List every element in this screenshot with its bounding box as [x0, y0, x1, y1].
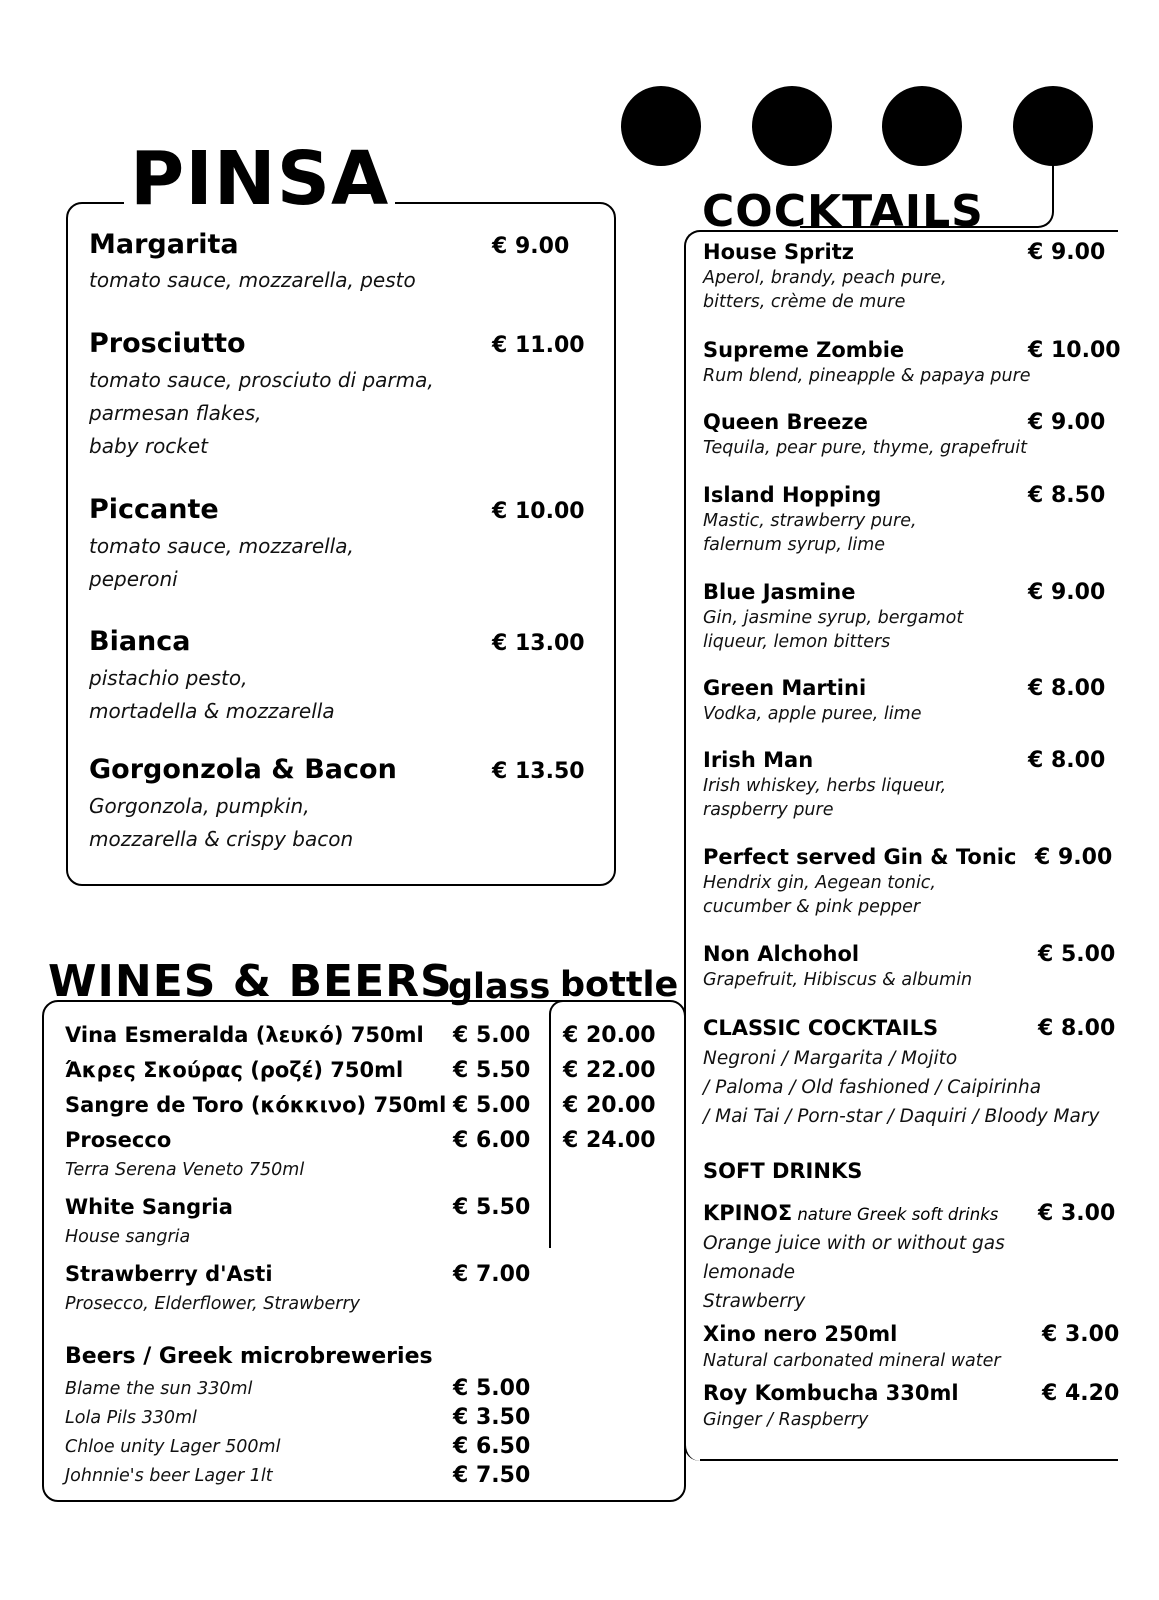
cocktail-item-price: € 9.00	[1028, 580, 1106, 605]
cocktail-item-name: Queen Breeze	[703, 410, 868, 434]
pinsa-item-desc: pistachio pesto,	[89, 666, 248, 690]
wine-item-name: Άκρες Σκούρας (ροζέ) 750ml	[65, 1058, 404, 1082]
pinsa-item-desc: mortadella & mozzarella	[89, 699, 335, 723]
decorative-dot-4	[1013, 86, 1093, 166]
pinsa-item-price: € 13.50	[492, 759, 585, 784]
wine-item-name: Vina Esmeralda (λευκό) 750ml	[65, 1023, 424, 1047]
cocktail-item-name: Irish Man	[703, 748, 814, 772]
pinsa-item-price: € 9.00	[492, 234, 570, 259]
wine-item-name: Sangre de Toro (κόκκινο) 750ml	[65, 1093, 447, 1117]
cocktail-item-desc: Vodka, apple puree, lime	[703, 704, 922, 724]
cocktail-item-name: Supreme Zombie	[703, 338, 905, 362]
soft-drink-price: € 3.00	[1042, 1322, 1120, 1347]
wine-glass-price: € 5.50	[453, 1058, 531, 1083]
cocktail-item-price: € 8.50	[1028, 483, 1106, 508]
classic-cocktails-heading: CLASSIC COCKTAILS	[703, 1016, 939, 1040]
soft-drink-desc: Ginger / Raspberry	[703, 1410, 869, 1430]
cocktail-item-name: Green Martini	[703, 676, 867, 700]
wine-bottle-price: € 22.00	[563, 1058, 656, 1083]
wine-bottle-price: € 20.00	[563, 1023, 656, 1048]
beer-item-price: € 6.50	[453, 1434, 531, 1459]
soft-drink-name: Roy Kombucha 330ml	[703, 1381, 959, 1405]
cocktail-item-name: House Spritz	[703, 240, 854, 264]
pinsa-item-desc: mozzarella & crispy bacon	[89, 827, 354, 851]
decorative-dot-1	[621, 86, 701, 166]
pinsa-item-price: € 10.00	[492, 499, 585, 524]
wine-glass-price: € 6.00	[453, 1128, 531, 1153]
cocktail-item-desc: Grapefruit, Hibiscus & albumin	[703, 970, 973, 990]
wine-glass-price: € 5.50	[453, 1195, 531, 1220]
cocktail-item-desc: Mastic, strawberry pure,	[703, 511, 917, 531]
classic-cocktails-desc: / Mai Tai / Porn-star / Daquiri / Bloody Mary	[703, 1106, 1100, 1127]
wine-item-desc: Prosecco, Elderflower, Strawberry	[65, 1294, 361, 1314]
cocktail-item-price: € 8.00	[1028, 676, 1106, 701]
cocktails-title: COCKTAILS	[702, 186, 984, 237]
krinos-tagline: nature Greek soft drinks	[797, 1205, 999, 1224]
beers-heading: Beers / Greek microbreweries	[65, 1344, 433, 1369]
cocktail-item-desc: Irish whiskey, herbs liqueur,	[703, 776, 947, 796]
pinsa-item-price: € 13.00	[492, 631, 585, 656]
cocktail-item-price: € 8.00	[1028, 748, 1106, 773]
pinsa-item-name: Margarita	[89, 229, 239, 260]
wine-item-name: Prosecco	[65, 1128, 172, 1152]
cocktail-item-desc: Aperol, brandy, peach pure,	[703, 268, 947, 288]
pinsa-item-desc: peperoni	[89, 567, 178, 591]
wine-item-desc: House sangria	[65, 1227, 191, 1247]
krinos-name: ΚΡΙΝΟΣ	[703, 1201, 793, 1225]
wines-title: WINES & BEERS	[48, 956, 453, 1007]
beer-item-name: Lola Pils 330ml	[65, 1408, 197, 1428]
wine-glass-price: € 7.00	[453, 1262, 531, 1287]
pinsa-item-desc: parmesan flakes,	[89, 401, 262, 425]
cocktail-item-name: Non Alchohol	[703, 942, 860, 966]
pinsa-title: PINSA	[124, 142, 395, 216]
krinos-row	[703, 1201, 998, 1225]
soft-drinks-heading: SOFT DRINKS	[703, 1159, 863, 1183]
cocktail-item-desc: bitters, crème de mure	[703, 292, 906, 312]
pinsa-item-desc: baby rocket	[89, 434, 209, 458]
glass-column-header: glass	[448, 967, 551, 1007]
pinsa-item-name: Gorgonzola & Bacon	[89, 754, 397, 785]
cocktail-item-name: Perfect served Gin & Tonic	[703, 845, 1017, 869]
classic-cocktails-price: € 8.00	[1038, 1016, 1116, 1041]
soft-drink-name: Xino nero 250ml	[703, 1322, 898, 1346]
beer-item-name: Chloe unity Lager 500ml	[65, 1437, 281, 1457]
cocktail-item-price: € 10.00	[1028, 338, 1121, 363]
cocktail-item-desc: falernum syrup, lime	[703, 535, 886, 555]
cocktail-item-desc: cucumber & pink pepper	[703, 897, 921, 917]
beer-item-price: € 3.50	[453, 1405, 531, 1430]
cocktail-item-desc: Rum blend, pineapple & papaya pure	[703, 366, 1031, 386]
pinsa-item-name: Bianca	[89, 626, 191, 657]
beer-item-price: € 7.50	[453, 1463, 531, 1488]
cocktails-bottom-line	[700, 1459, 1118, 1461]
krinos-desc: Strawberry	[703, 1291, 806, 1312]
cocktail-item-price: € 9.00	[1028, 240, 1106, 265]
cocktail-item-name: Blue Jasmine	[703, 580, 856, 604]
cocktail-item-name: Island Hopping	[703, 483, 882, 507]
pinsa-item-desc: tomato sauce, mozzarella, pesto	[89, 268, 416, 292]
classic-cocktails-desc: Negroni / Margarita / Mojito	[703, 1048, 958, 1069]
wine-item-name: White Sangria	[65, 1195, 233, 1219]
pinsa-item-name: Piccante	[89, 494, 219, 525]
soft-drink-desc: Natural carbonated mineral water	[703, 1351, 1001, 1371]
beer-item-name: Blame the sun 330ml	[65, 1379, 253, 1399]
cocktail-item-price: € 9.00	[1028, 410, 1106, 435]
cocktail-item-price: € 9.00	[1035, 845, 1113, 870]
wine-bottle-price: € 20.00	[563, 1093, 656, 1118]
decorative-dot-2	[752, 86, 832, 166]
krinos-price: € 3.00	[1038, 1201, 1116, 1226]
wine-bottle-price: € 24.00	[563, 1128, 656, 1153]
pinsa-item-desc: tomato sauce, mozzarella,	[89, 534, 354, 558]
beer-item-price: € 5.00	[453, 1376, 531, 1401]
wine-glass-price: € 5.00	[453, 1093, 531, 1118]
wine-glass-price: € 5.00	[453, 1023, 531, 1048]
classic-cocktails-desc: / Paloma / Old fashioned / Caipirinha	[703, 1077, 1042, 1098]
cocktail-item-desc: raspberry pure	[703, 800, 834, 820]
krinos-desc: lemonade	[703, 1262, 796, 1283]
pinsa-item-price: € 11.00	[492, 333, 585, 358]
soft-drink-price: € 4.20	[1042, 1381, 1120, 1406]
cocktail-item-desc: Gin, jasmine syrup, bergamot	[703, 608, 964, 628]
krinos-desc: Orange juice with or without gas	[703, 1233, 1005, 1254]
pinsa-item-name: Prosciutto	[89, 328, 246, 359]
cocktail-item-desc: Tequila, pear pure, thyme, grapefruit	[703, 438, 1028, 458]
cocktail-item-price: € 5.00	[1038, 942, 1116, 967]
bottle-column-header: bottle	[560, 965, 679, 1005]
decorative-dot-3	[882, 86, 962, 166]
cocktail-item-desc: liqueur, lemon bitters	[703, 632, 891, 652]
pinsa-item-desc: tomato sauce, prosciuto di parma,	[89, 368, 434, 392]
beer-item-name: Johnnie's beer Lager 1lt	[65, 1466, 273, 1486]
pinsa-item-desc: Gorgonzola, pumpkin,	[89, 794, 310, 818]
cocktail-item-desc: Hendrix gin, Aegean tonic,	[703, 873, 936, 893]
wine-item-name: Strawberry d'Asti	[65, 1262, 273, 1286]
wine-item-desc: Terra Serena Veneto 750ml	[65, 1160, 305, 1180]
